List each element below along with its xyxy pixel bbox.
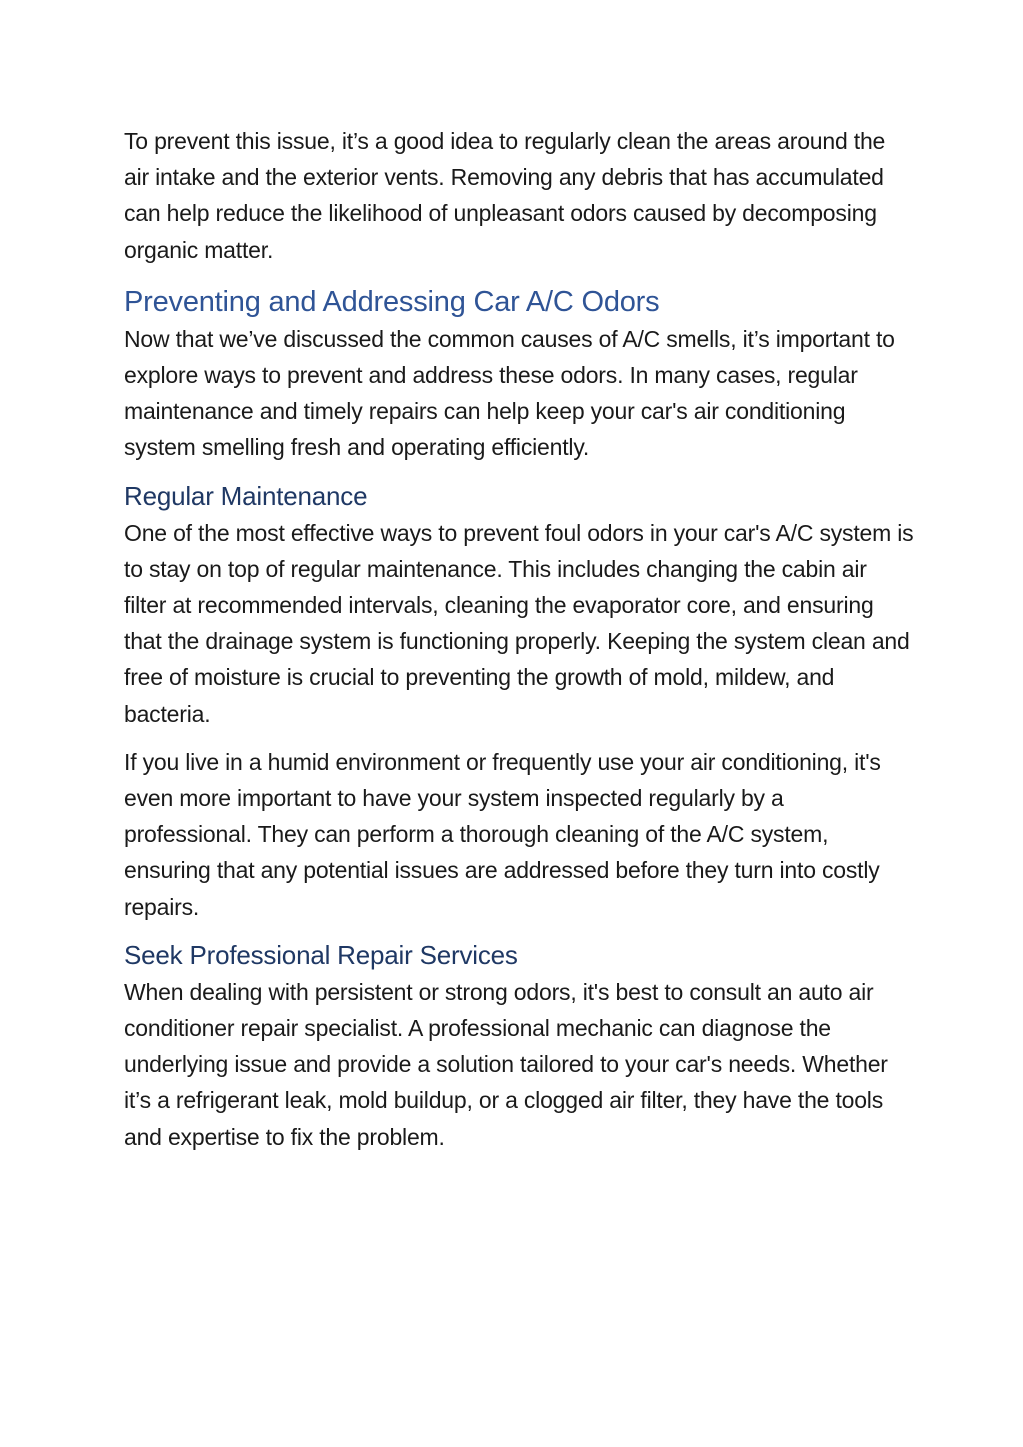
intro-paragraph: To prevent this issue, it’s a good idea to regularly clean the areas around the air intake and the exterior vents. Removing any debris that has accumulated can help reduce the likelihood of unpleasant odors caused by decomposing organic matter. — [124, 128, 886, 263]
subsection-regular-maintenance — [124, 478, 914, 925]
section-heading: Preventing and Addressing Car A/C Odors — [124, 285, 660, 318]
section-paragraph: Now that we’ve discussed the common causes of A/C smells, it’s important to explore ways to prevent and address these odors. In many cases, regular maintenance and timely repairs can help keep your car's air conditioning system smelling fresh and operating efficiently. — [124, 325, 895, 461]
subsection-heading: Seek Professional Repair Services — [124, 939, 518, 970]
subsection-professional-repair — [124, 937, 914, 1155]
subsection-heading: Regular Maintenance — [124, 480, 368, 511]
subsection-paragraph: When dealing with persistent or strong odors, it's best to consult an auto air conditioner repair specialist. A professional mechanic can diagnose the underlying issue and provide a solution tailored to your car's needs. Whether it’s a refrigerant leak, mold buildup, or a clogged air filter, they have the tools and expertise to fix the problem. — [124, 978, 888, 1150]
subsection-paragraph: If you live in a humid environment or frequently use your air conditioning, it's even more important to have your system inspected regularly by a professional. They can perform a thorough cleaning of the A/C system, ensuring that any potential issues are addressed before they turn into costly repairs. — [124, 748, 881, 920]
document-page — [124, 123, 914, 1155]
subsection-paragraph: One of the most effective ways to prevent foul odors in your car's A/C system is to stay on top of regular maintenance. This includes changing the cabin air filter at recommended intervals, cleaning the evaporator core, and ensuring that the drainage system is functioning properly. Keeping the system clean and free of moisture is crucial to preventing the growth of mold, mildew, and bacteria. — [124, 519, 914, 727]
